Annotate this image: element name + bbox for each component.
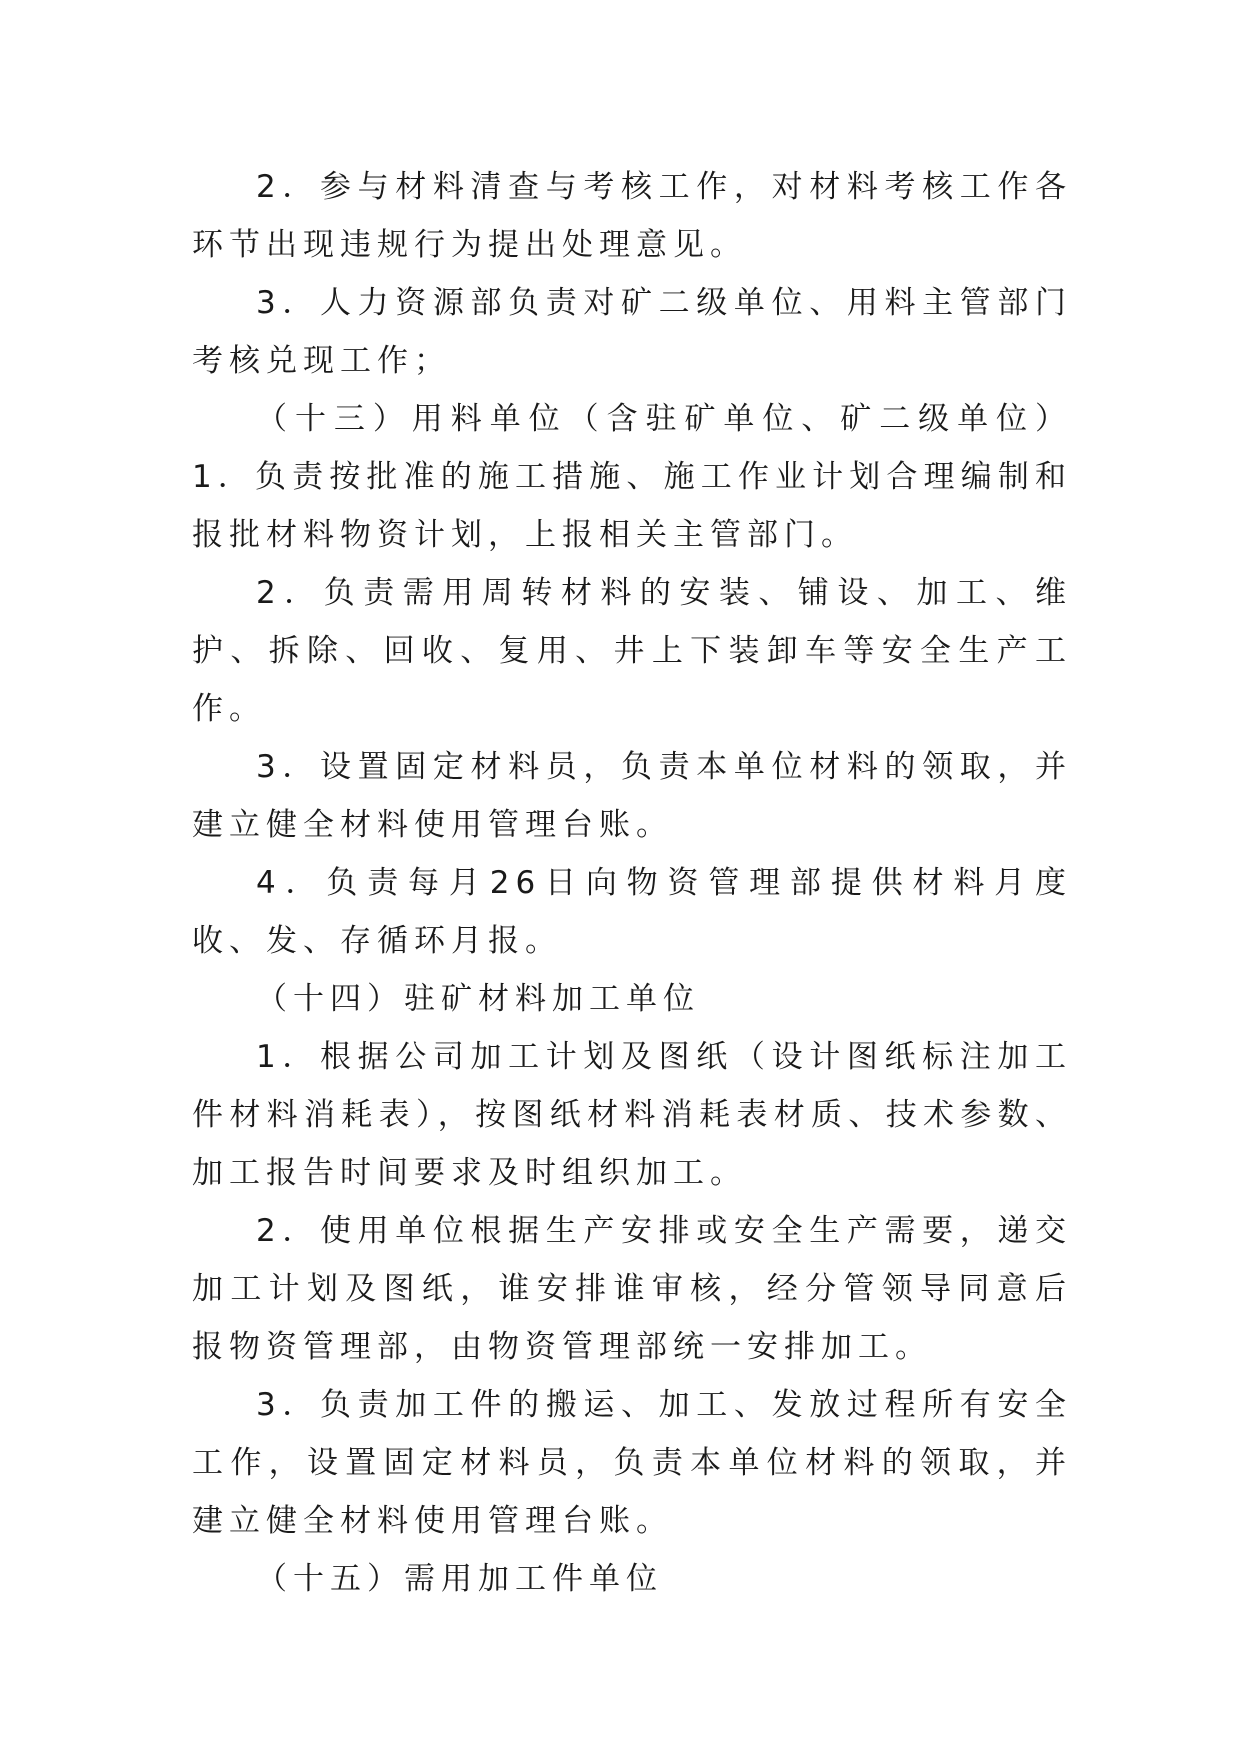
paragraph-item-3-safety: 3．负责加工件的搬运、加工、发放过程所有安全工作，设置固定材料员，负责本单位材料的领取，并建立健全材料使用管理台账。 — [192, 1387, 1072, 1539]
paragraph-item-4-monthly-report: 4．负责每月26日向物资管理部提供材料月度收、发、存循环月报。 — [192, 865, 1072, 959]
paragraph-item-3-hr: 3．人力资源部负责对矿二级单位、用料主管部门考核兑现工作； — [192, 285, 1072, 379]
paragraph-item-2-turnover: 2．负责需用周转材料的安装、铺设、加工、维护、拆除、回收、复用、井上下装卸车等安全生产工作。 — [192, 575, 1072, 727]
paragraph-item-2-submit-plan: 2．使用单位根据生产安排或安全生产需要，递交加工计划及图纸，谁安排谁审核，经分管领导同意后报物资管理部，由物资管理部统一安排加工。 — [192, 1213, 1072, 1365]
paragraph-item-3-material-clerk: 3．设置固定材料员，负责本单位材料的领取，并建立健全材料使用管理台账。 — [192, 749, 1072, 843]
section-heading-14: （十四）驻矿材料加工单位 — [256, 981, 700, 1017]
document-body — [192, 158, 1072, 1608]
section-heading-15: （十五）需用加工件单位 — [256, 1561, 663, 1597]
section-heading-13: （十三）用料单位（含驻矿单位、矿二级单位）1．负责按批准的施工措施、施工作业计划合理编制和报批材料物资计划，上报相关主管部门。 — [192, 401, 1072, 553]
paragraph-item-2-inventory: 2．参与材料清查与考核工作，对材料考核工作各环节出现违规行为提出处理意见。 — [192, 169, 1072, 263]
paragraph-item-1-processing-plan: 1．根据公司加工计划及图纸（设计图纸标注加工件材料消耗表），按图纸材料消耗表材质、技术参数、加工报告时间要求及时组织加工。 — [192, 1039, 1072, 1191]
